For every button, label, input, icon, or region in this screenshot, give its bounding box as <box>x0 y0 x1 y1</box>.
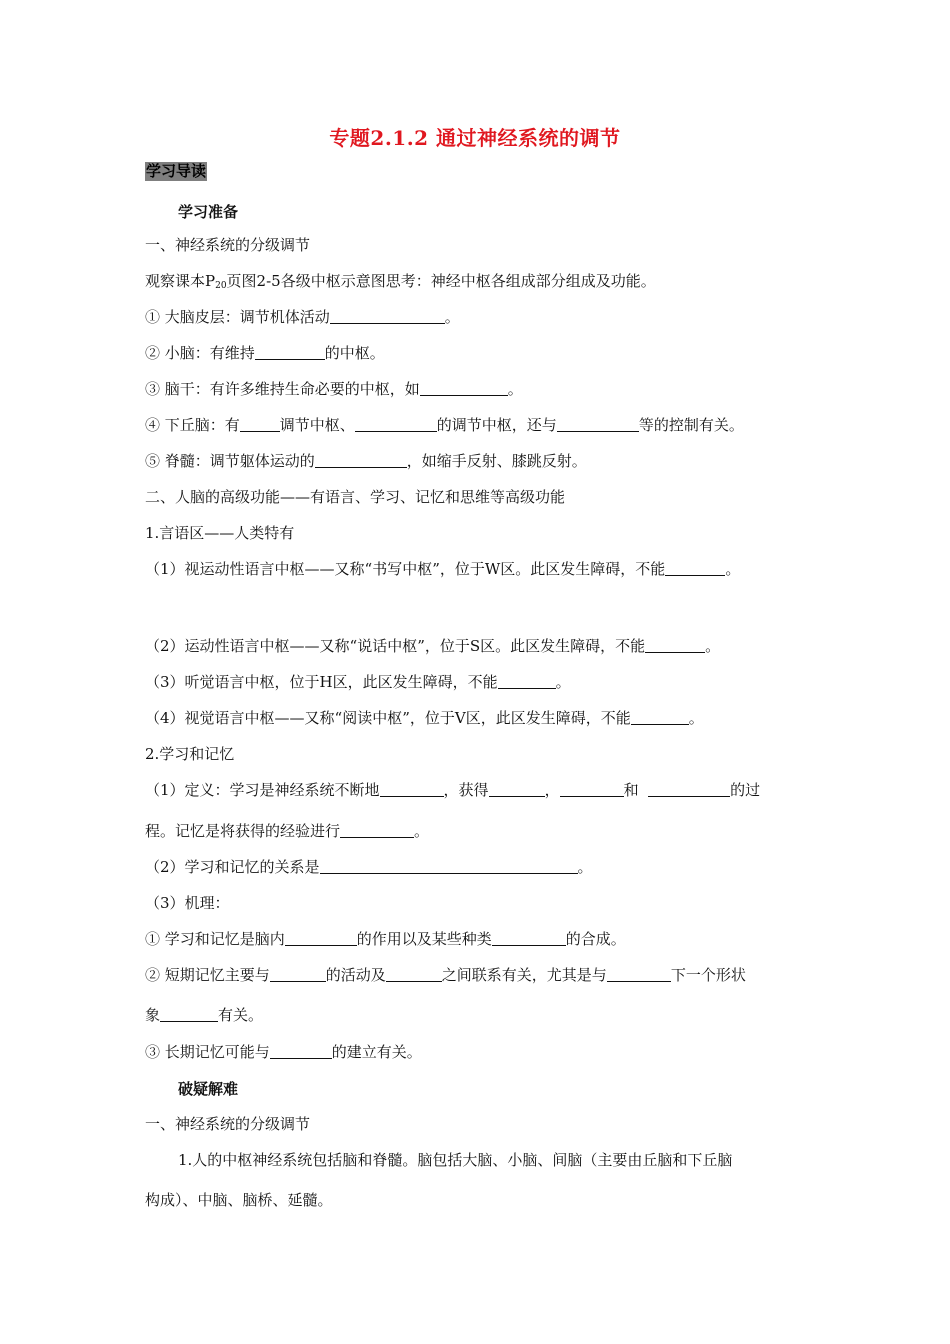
fill-blank[interactable] <box>557 416 639 432</box>
item4-text-d: 等的控制有关。 <box>638 416 744 434</box>
observe-text-a: 观察课本P <box>145 272 216 290</box>
fill-blank[interactable] <box>355 416 437 432</box>
mech1-text-a: ① 学习和记忆是脑内 <box>145 930 285 948</box>
fill-blank[interactable] <box>320 858 578 874</box>
mech3-text: ③ 长期记忆可能与 <box>145 1043 270 1061</box>
item-spinal-cord <box>145 451 587 471</box>
mechanism-item-2 <box>145 965 746 985</box>
mechanism-item-2-cont <box>145 1005 263 1025</box>
item3-text: ③ 脑干：有许多维持生命必要的中枢，如 <box>145 380 420 398</box>
item5-end: ，如缩手反射、膝跳反射。 <box>406 452 587 470</box>
fill-blank[interactable] <box>648 781 730 797</box>
fill-blank[interactable] <box>386 966 442 982</box>
solve-para-1-line-2: 构成）、中脑、脑桥、延髓。 <box>145 1191 333 1209</box>
learning-memory-heading: 2.学习和记忆 <box>145 745 235 763</box>
mech2b-text-b: 有关。 <box>218 1006 264 1024</box>
observe-page-subscript: 20 <box>215 281 227 291</box>
lang3-text: （3）听觉语言中枢，位于H区，此区发生障碍，不能 <box>145 673 498 691</box>
mechanism-item-3 <box>145 1042 422 1062</box>
lang4-text: （4）视觉语言中枢——又称“阅读中枢”，位于V区，此区发生障碍，不能 <box>145 709 631 727</box>
item-brainstem <box>145 379 523 399</box>
fill-blank[interactable] <box>255 344 325 360</box>
page-title: 专题2.1.2 通过神经系统的调节 <box>329 126 621 150</box>
fill-blank[interactable] <box>420 380 508 396</box>
item1-end: 。 <box>444 308 460 326</box>
section-tag-study-guide: 学习导读 <box>146 162 207 180</box>
fill-blank[interactable] <box>489 781 545 797</box>
part1-heading: 一、神经系统的分级调节 <box>145 236 311 254</box>
language-area-heading: 1.言语区——人类特有 <box>145 524 295 542</box>
def-text-c: ， <box>544 781 560 799</box>
rel-end: 。 <box>577 858 593 876</box>
def-text-e: 的过 <box>730 781 761 799</box>
mech2-text-d: 下一个形状 <box>670 966 746 984</box>
language-item-s <box>145 636 720 656</box>
mech1-text-c: 的合成。 <box>565 930 626 948</box>
def-text-d: 和 <box>623 781 639 799</box>
fill-blank[interactable] <box>315 452 407 468</box>
item4-text-c: 的调节中枢，还与 <box>436 416 557 434</box>
item3-end: 。 <box>507 380 523 398</box>
def2-end: 。 <box>414 822 430 840</box>
fill-blank[interactable] <box>160 1006 218 1022</box>
lang4-end: 。 <box>688 709 704 727</box>
fill-blank[interactable] <box>240 416 280 432</box>
fill-blank[interactable] <box>665 560 725 576</box>
lang1-text: （1）视运动性语言中枢——又称“书写中枢”，位于W区。此区发生障碍，不能 <box>145 560 666 578</box>
mech2b-text-a: 象 <box>145 1006 161 1024</box>
mechanism-heading: （3）机理： <box>145 894 230 912</box>
mech2-text-b: 的活动及 <box>325 966 386 984</box>
fill-blank[interactable] <box>380 781 444 797</box>
mechanism-item-1 <box>145 929 626 949</box>
def2-text: 程。记忆是将获得的经验进行 <box>145 822 341 840</box>
item-cerebellum <box>145 343 385 363</box>
solve-part1-heading: 一、神经系统的分级调节 <box>145 1115 311 1133</box>
definition-line-2 <box>145 821 429 841</box>
item5-text: ⑤ 脊髓：调节躯体运动的 <box>145 452 315 470</box>
fill-blank[interactable] <box>631 709 689 725</box>
item4-text-a: ④ 下丘脑：有 <box>145 416 240 434</box>
heading-solve-difficulties: 破疑解难 <box>178 1080 239 1098</box>
language-item-h <box>145 672 571 692</box>
fill-blank[interactable] <box>330 308 445 324</box>
def-text-a: （1）定义：学习是神经系统不断地 <box>145 781 380 799</box>
fill-blank[interactable] <box>492 930 566 946</box>
item1-text: ① 大脑皮层：调节机体活动 <box>145 308 330 326</box>
fill-blank[interactable] <box>270 966 326 982</box>
def-text-b: ，获得 <box>443 781 489 799</box>
language-item-w <box>145 559 740 579</box>
relation-line <box>145 857 593 877</box>
mech3-end: 的建立有关。 <box>331 1043 422 1061</box>
mech2-text-a: ② 短期记忆主要与 <box>145 966 270 984</box>
item2-text: ② 小脑：有维持 <box>145 344 255 362</box>
lang1-end: 。 <box>725 560 741 578</box>
definition-line-1 <box>145 780 760 800</box>
lang2-text: （2）运动性语言中枢——又称“说话中枢”，位于S区。此区发生障碍，不能 <box>145 637 646 655</box>
fill-blank[interactable] <box>607 966 671 982</box>
item-cerebral-cortex <box>145 307 460 327</box>
rel-text: （2）学习和记忆的关系是 <box>145 858 320 876</box>
fill-blank[interactable] <box>270 1043 332 1059</box>
mech2-text-c: 之间联系有关，尤其是与 <box>441 966 607 984</box>
lang3-end: 。 <box>555 673 571 691</box>
item-hypothalamus <box>145 415 744 435</box>
observe-text-b: 页图2-5各级中枢示意图思考：神经中枢各组成部分组成及功能。 <box>226 272 656 290</box>
fill-blank[interactable] <box>340 822 414 838</box>
language-item-v <box>145 708 704 728</box>
item2-end: 的中枢。 <box>324 344 385 362</box>
solve-para-1-line-1: 1.人的中枢神经系统包括脑和脊髓。脑包括大脑、小脑、间脑（主要由丘脑和下丘脑 <box>178 1151 733 1169</box>
part2-heading: 二、人脑的高级功能——有语言、学习、记忆和思维等高级功能 <box>145 488 566 506</box>
fill-blank[interactable] <box>645 637 705 653</box>
observe-line <box>145 271 656 296</box>
heading-study-prep: 学习准备 <box>178 203 239 221</box>
fill-blank[interactable] <box>498 673 556 689</box>
lang2-end: 。 <box>705 637 721 655</box>
fill-blank[interactable] <box>560 781 624 797</box>
item4-text-b: 调节中枢、 <box>279 416 355 434</box>
fill-blank[interactable] <box>285 930 357 946</box>
mech1-text-b: 的作用以及某些种类 <box>356 930 492 948</box>
